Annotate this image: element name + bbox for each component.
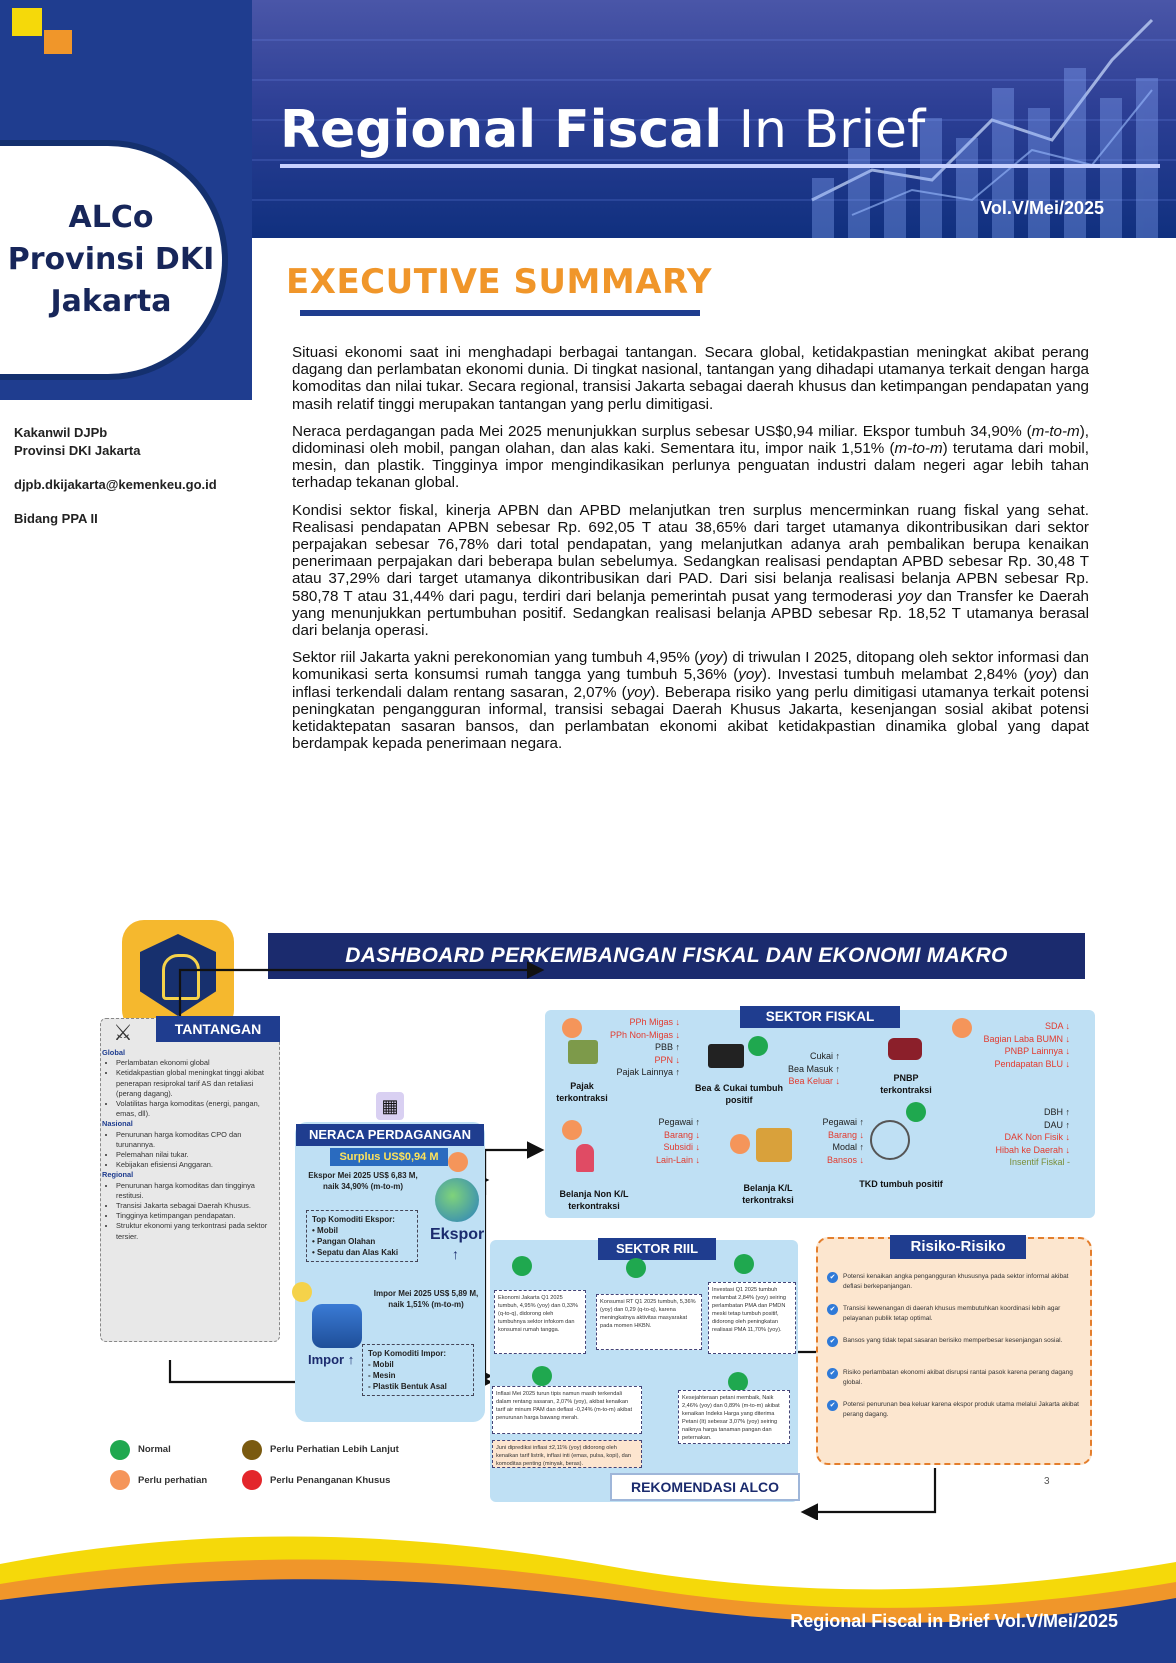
nonkl-items <box>620 1116 700 1166</box>
list-item: Hibah ke Daerah ↓ <box>995 1144 1070 1155</box>
badge-line-1: ALCo <box>68 200 154 235</box>
list-item: - Mobil <box>368 1360 394 1369</box>
petani-box: Kesejahteraan petani membaik, Naik 2,46% (yoy) dan 0,89% (m-to-m) akibat kenaikan Indeks Harga yang diterima Petani (It) sebesar 3,07% (yoy) seiring naiknya harga tanaman pangan dan peternakan. <box>678 1390 790 1444</box>
impor-text: Impor Mei 2025 US$ 5,89 M, naik 1,51% (m-to-m) <box>373 1289 479 1309</box>
impor-top-title: Top Komoditi Impor: <box>368 1349 447 1358</box>
kl-items <box>794 1116 864 1166</box>
legend-dot-normal <box>110 1440 130 1460</box>
legend-dot-khusus <box>242 1470 262 1490</box>
list-text: Plastik Bentuk Asal <box>372 1382 447 1391</box>
title-underline <box>280 164 1160 168</box>
list-item: Subsidi ↓ <box>663 1142 700 1152</box>
list-item: - Mesin <box>368 1371 396 1380</box>
list-item: PNBP Lainnya ↓ <box>1004 1046 1070 1056</box>
group-label: Nasional <box>102 1119 133 1129</box>
list-item: Insentif Fiskal - <box>1009 1157 1070 1167</box>
neraca-heading: NERACA PERDAGANGAN <box>296 1124 484 1146</box>
footer-waves <box>0 1522 1176 1663</box>
impor-label: Impor ↑ <box>308 1352 355 1367</box>
investasi-box: Investasi Q1 2025 tumbuh melambat 2,84% (yoy) seiring perlambatan PMA dan PMDN meski tetap tumbuh positif, didorong oleh peningkatan realisasi PMA 11,70% (yoy). <box>708 1282 796 1354</box>
tkd-items <box>960 1106 1070 1169</box>
text-run: Sektor riil Jakarta yakni perekonomian yang tumbuh 4,95% ( <box>292 649 700 667</box>
bea-label: Bea & Cukai tumbuh positif <box>694 1083 783 1105</box>
risiko-heading: Risiko-Risiko <box>890 1235 1026 1259</box>
arrow-up-icon: ↑ <box>452 1246 459 1262</box>
list-item: • Transisi Jakarta sebagai Daerah Khusus. <box>116 1201 278 1211</box>
text-run: ) di triwulan I 2025, ditopang oleh sektor informasi dan komunikasi serta konsumsi rumah tangga yang tumbuh 5,36% ( <box>292 649 1089 684</box>
risiko-item-3: ✔ Bansos yang tidak tepat sasaran berisiko memperbesar kesenjangan sosial. <box>827 1336 1087 1346</box>
list-item: • Kebijakan efisiensi Anggaran. <box>116 1160 278 1170</box>
orange-square-decoration <box>44 30 72 54</box>
list-text: Mobil <box>372 1360 394 1369</box>
ship-icon <box>312 1304 362 1348</box>
rekomendasi-alco-box: REKOMENDASI ALCO <box>610 1473 800 1501</box>
org-line-2: Provinsi DKI Jakarta <box>14 443 141 458</box>
list-item: Bea Keluar ↓ <box>788 1076 840 1086</box>
list-item: PPN ↓ <box>654 1054 680 1065</box>
legend-dot-perhatian <box>110 1470 130 1490</box>
list-item: Pendapatan BLU ↓ <box>994 1058 1070 1069</box>
list-item: Barang ↓ <box>827 1129 864 1140</box>
page-number: 3 <box>1044 1476 1050 1487</box>
badge-line-2: Provinsi DKI <box>7 242 215 277</box>
text-run: ), didominasi oleh mobil, pangan olahan, dan alas kaki. Sementara itu, impor naik 1,51% ( <box>292 422 1089 458</box>
inflasi-box: Inflasi Mei 2025 turun tipis namun masih terkendali dalam rentang sasaran, 2,07% (yoy), akibat kenaikan tarif air minum PAM dan deflasi -0,24% (m-to-m) akibat penurunan harga bawang merah. <box>492 1386 642 1434</box>
bea-items <box>760 1050 840 1088</box>
list-item: • Struktur ekonomi yang terkontrasi pada sektor tersier. <box>116 1221 278 1241</box>
risiko-item-2: ✔ Transisi kewenangan di daerah khusus membutuhkan koordinasi lebih agar pelayanan publik tetap optimal. <box>827 1304 1087 1323</box>
konsumsi-box: Konsumsi RT Q1 2025 tumbuh, 5,36% (yoy) dan 0,29 (q-to-q), karena meningkatnya aktivitas masyarakat pada momen HKBN. <box>596 1294 702 1350</box>
list-item: Pajak Lainnya ↑ <box>616 1067 680 1077</box>
legend-khusus: Perlu Penanganan Khusus <box>270 1475 391 1486</box>
tkd-label: TKD tumbuh positif <box>859 1179 943 1189</box>
italic-run: m-to-m <box>1031 422 1080 440</box>
list-item: • Pangan Olahan <box>312 1237 376 1246</box>
list-item: Bea Masuk ↑ <box>787 1063 840 1074</box>
status-dot-nonkl <box>562 1120 582 1140</box>
list-item: • Mobil <box>312 1226 338 1235</box>
status-dot-petani <box>728 1372 748 1392</box>
list-item: - Plastik Bentuk Asal <box>368 1382 447 1391</box>
italic-run: yoy <box>626 683 651 701</box>
money-icon <box>568 1040 598 1064</box>
legend-normal: Normal <box>138 1444 171 1455</box>
pnbp-icon <box>888 1038 922 1060</box>
ekspor-text: Ekspor Mei 2025 US$ 6,83 M, naik 34,90% (m-to-m) <box>308 1171 418 1191</box>
ekspor-label: Ekspor <box>430 1226 485 1243</box>
page-title <box>280 100 925 160</box>
shield-swords-icon: ⚔ <box>113 1020 133 1045</box>
pajak-label: Pajak terkontraksi <box>556 1081 608 1103</box>
list-item: • Sepatu dan Alas Kaki <box>312 1248 399 1257</box>
risiko-item-4: ✔ Risiko perlambatan ekonomi akibat disrupsi rantai pasok karena perang dagang global. <box>827 1368 1087 1387</box>
legend-lanjut: Perlu Perhatian Lebih Lanjut <box>270 1444 399 1455</box>
ekonomi-box: Ekonomi Jakarta Q1 2025 tumbuh, 4,95% (yoy) dan 0,33% (q-to-q), didorong oleh tumbuhnya sektor infokom dan konsumsi rumah tangga. <box>494 1290 586 1354</box>
person-cart-icon <box>576 1144 594 1172</box>
text-run: ) terutama dari mobil, mesin, dan plastik. Tingginya impor mengindikasikan perlunya penguatan industri dalam negeri agar lebih tahan terhadap tekanan global. <box>292 440 1089 492</box>
dashboard-title: DASHBOARD PERKEMBANGAN FISKAL DAN EKONOMI MAKRO <box>268 933 1085 979</box>
text-run: ) dan inflasi terkendali dalam rentang sasaran, 2,07% ( <box>292 666 1089 701</box>
italic-run: yoy <box>897 587 922 605</box>
title-bold: Regional Fiscal <box>280 100 723 160</box>
status-dot-ekspor <box>448 1152 468 1172</box>
shopping-cart-icon <box>756 1128 792 1162</box>
italic-run: yoy <box>1028 666 1053 684</box>
status-dot-konsumsi <box>626 1258 646 1278</box>
list-text: Mobil <box>317 1226 338 1235</box>
list-item: PPh Migas ↓ <box>629 1017 680 1027</box>
dashboard <box>100 920 1100 1520</box>
status-dot-ekonomi <box>512 1256 532 1276</box>
inflasi-forecast-box: Juni diprediksi inflasi ±2,11% (yoy) didorong oleh kenaikan tarif listrik, inflasi inti (emas, pulsa, kopi), dan komoditas penting (minyak, beras). <box>492 1440 642 1468</box>
text-run: ). Beberapa risiko yang perlu dimitigasi utamanya terkait potensi peningkatan pengangguran informal, transisi sebagai Daerah Khusus Jakarta, kesenjangan sosial akibat potensi ketidaktepatan sasaran bansos, dan perlambatan ekonomi akibat ketidakpastian dinamika global yang dapat berdampak kepada penerimaan negara. <box>292 683 1089 753</box>
tantangan-heading: TANTANGAN <box>156 1016 280 1042</box>
text-run: Kondisi sektor fiskal, kinerja APBN dan APBD melanjutkan tren surplus mencerminkan ruang fiskal yang sehat. Realisasi pendapatan APBN sebesar Rp. 692,05 T atau 38,65% dari target utamanya dikontribusikan dari sektor perpajakan sebesar 76,78% dari total pendapatan, yang melanjutkan adanya arah pembalikan berupa kenaikan penerimaan perpajakan dari beberapa bulan sebelumya. Sedangkan realisasi pendaptan APBD sebesar Rp. 30,48 T atau 37,29% dari target utamanya dikontribusikan dari PAD. Dari sisi belanja realisasi belanja APBN sebesar Rp. 580,78 T atau 31,44% dari pagu, terdiri dari belanja pemerintah pusat yang termoderasi <box>292 501 1089 605</box>
pajak-items <box>600 1016 680 1079</box>
list-item: Barang ↓ <box>663 1129 700 1140</box>
summary-paragraph-4 <box>292 649 1089 752</box>
legend-dot-lanjut <box>242 1440 262 1460</box>
list-item: Bansos ↓ <box>826 1154 864 1165</box>
trade-icon: ▦ <box>376 1092 404 1120</box>
org-line-1: Kakanwil DJPb <box>14 425 108 440</box>
text-run: ). Investasi tumbuh melambat 2,84% ( <box>761 666 1029 684</box>
list-item: Pegawai ↑ <box>658 1117 700 1127</box>
tantangan-body <box>102 1048 278 1242</box>
ekspor-top-title: Top Komoditi Ekspor: <box>312 1215 395 1224</box>
status-dot-investasi <box>734 1254 754 1274</box>
status-dot-impor <box>292 1282 312 1302</box>
group-label: Regional <box>102 1170 134 1180</box>
risiko-item-5: ✔ Potensi penurunan bea keluar karena ekspor produk utama melalui Jakarta akibat perang dagang. <box>827 1400 1087 1419</box>
email-link[interactable]: djpb.dkijakarta@kemenkeu.go.id <box>14 477 217 492</box>
list-item: Modal ↑ <box>832 1142 864 1152</box>
list-item: DBH ↑ <box>1043 1107 1070 1117</box>
title-light: In Brief <box>738 100 926 160</box>
list-text: Sepatu dan Alas Kaki <box>317 1248 399 1257</box>
sektor-riil-heading: SEKTOR RIIL <box>598 1238 716 1260</box>
ekspor-top-box <box>306 1210 418 1262</box>
nonkl-label: Belanja Non K/L terkontraksi <box>559 1189 629 1211</box>
pnbp-label: PNBP terkontraksi <box>880 1073 932 1095</box>
list-text: Mesin <box>372 1371 396 1380</box>
list-item: • Perlambatan ekonomi global <box>116 1058 278 1068</box>
section-title: EXECUTIVE SUMMARY <box>286 262 712 302</box>
group-label: Global <box>102 1048 125 1057</box>
footer-text: Regional Fiscal in Brief Vol.V/Mei/2025 <box>790 1611 1118 1631</box>
italic-run: yoy <box>699 649 723 667</box>
list-item: Cukai ↑ <box>809 1051 840 1061</box>
text-run: dan Transfer ke Daerah yang menunjukkan pertumbuhan positif. Sedangkan realisasi belanja APBD sebesar Rp. 18,52 T utamanya berasal dari belanja operasi. <box>292 587 1089 640</box>
status-dot-tkd <box>906 1102 926 1122</box>
status-dot-inflasi <box>532 1366 552 1386</box>
risiko-item-1: ✔ Potensi kenaikan angka pengangguran khususnya pada sektor informal akibat deflasi berkepanjangan. <box>827 1272 1087 1291</box>
sektor-fiskal-heading: SEKTOR FISKAL <box>740 1006 900 1028</box>
text-run: Neraca perdagangan pada Mei 2025 menunjukkan surplus sebesar US$0,94 miliar. Ekspor tumbuh 34,90% ( <box>292 422 1032 440</box>
list-item: • Tingginya ketimpangan pendapatan. <box>116 1211 278 1221</box>
kl-label: Belanja K/L terkontraksi <box>742 1183 794 1205</box>
legend-perhatian: Perlu perhatian <box>138 1475 208 1486</box>
summary-paragraph-3 <box>292 502 1089 640</box>
yellow-square-decoration <box>12 8 42 36</box>
list-item: PPh Non-Migas ↓ <box>609 1029 680 1040</box>
status-dot-pajak <box>562 1018 582 1038</box>
list-item: DAU ↑ <box>1043 1119 1070 1130</box>
list-item: • Ketidakpastian global meningkat tinggi akibat penerapan resiprokal tarif AS dan retaliasi (perang dagang). <box>116 1068 278 1099</box>
list-item: • Penurunan harga komoditas dan tingginya restitusi. <box>116 1181 278 1201</box>
italic-run: m-to-m <box>894 440 943 458</box>
sidebar-info <box>14 424 264 544</box>
section-title-underline <box>300 310 700 316</box>
list-item: Lain-Lain ↓ <box>655 1154 700 1165</box>
pnbp-items <box>960 1020 1070 1070</box>
list-item: • Pelemahan nilai tukar. <box>116 1150 278 1160</box>
list-item: Pegawai ↑ <box>822 1117 864 1127</box>
bea-cukai-icon <box>708 1044 744 1068</box>
list-item: • Penurunan harga komoditas CPO dan turunannya. <box>116 1130 278 1150</box>
badge-line-3: Jakarta <box>50 284 172 319</box>
growth-plant-icon <box>870 1120 910 1160</box>
list-text: Pangan Olahan <box>317 1237 376 1246</box>
list-item: DAK Non Fisik ↓ <box>1004 1132 1070 1142</box>
italic-run: yoy <box>738 666 762 684</box>
surplus-badge: Surplus US$0,94 M <box>330 1148 448 1166</box>
list-item: PBB ↑ <box>654 1042 680 1052</box>
list-item: Bagian Laba BUMN ↓ <box>983 1033 1070 1044</box>
division-label: Bidang PPA II <box>14 511 98 526</box>
globe-icon <box>435 1178 479 1222</box>
executive-summary <box>292 344 1089 762</box>
impor-top-box <box>362 1344 474 1396</box>
volume-label: Vol.V/Mei/2025 <box>980 198 1104 218</box>
summary-paragraph-2 <box>292 423 1089 492</box>
list-item: • Volatilitas harga komoditas (energi, pangan, emas, dll). <box>116 1099 278 1119</box>
list-item: SDA ↓ <box>1044 1021 1070 1031</box>
status-dot-kl <box>730 1134 750 1154</box>
summary-paragraph-1: Situasi ekonomi saat ini menghadapi berbagai tantangan. Secara global, ketidakpastian meningkat akibat perang dagang dan perlambatan ekonomi dunia. Di tingkat nasional, tantangan yang dihadapi utamanya terkait dengan harga komoditas dan nilai tukar. Secara regional, transisi Jakarta sebagai daerah khusus dan ketimpangan pendapatan yang masih relatif tinggi merupakan tantangan yang perlu dimitigasi. <box>292 344 1089 413</box>
